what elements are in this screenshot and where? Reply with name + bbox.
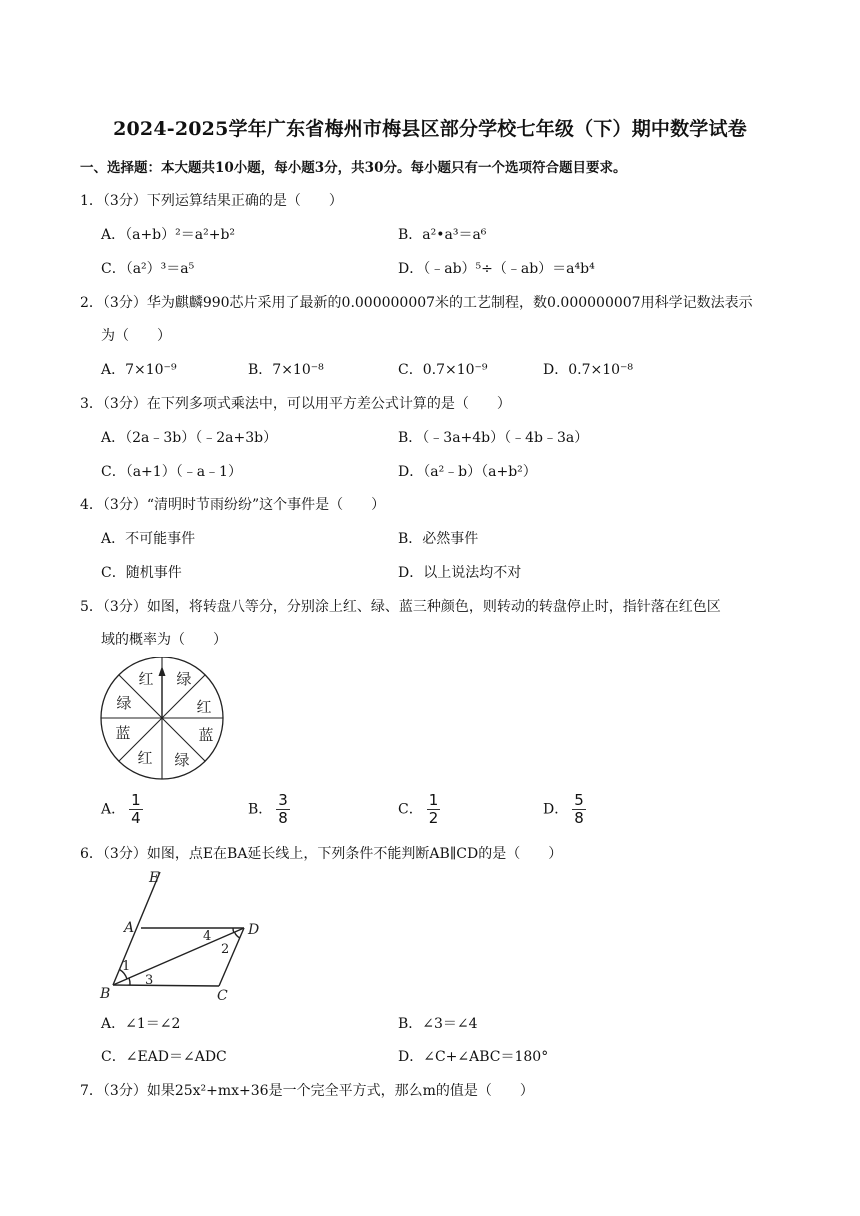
- spinner-figure: [98, 657, 228, 783]
- numerator: 3: [278, 791, 288, 809]
- fraction: [427, 792, 441, 827]
- question-4-option-d[interactable]: D．以上说法均不对: [398, 565, 522, 581]
- question-6-stem: 6．（3分）如图，点E在BA延长线上，下列条件不能判断AB∥CD的是（ ）: [80, 846, 563, 862]
- question-2-option-b[interactable]: B．7×10⁻⁸: [248, 362, 324, 378]
- question-2-stem-line2: 为（ ）: [101, 328, 171, 344]
- numerator: 5: [574, 791, 584, 809]
- point-label: B: [100, 986, 111, 1002]
- point-label: C: [217, 988, 228, 1004]
- question-5-option-a[interactable]: [101, 792, 143, 827]
- question-6-option-d[interactable]: D．∠C+∠ABC＝180°: [398, 1049, 549, 1065]
- spinner-pointer-arrow-icon: [159, 666, 166, 676]
- sector-label: 红: [138, 670, 154, 688]
- question-4-option-b[interactable]: B．必然事件: [398, 531, 479, 547]
- denominator: 8: [574, 809, 584, 827]
- sector-label: 绿: [174, 751, 190, 769]
- option-label: C．: [398, 801, 423, 818]
- question-1-option-b[interactable]: B．a²•a³＝a⁶: [398, 227, 487, 243]
- question-5-stem-line2: 域的概率为（ ）: [101, 632, 227, 648]
- fraction: [572, 792, 586, 827]
- question-2-option-a[interactable]: A．7×10⁻⁹: [101, 362, 177, 378]
- line-bc: [113, 985, 219, 986]
- sector-label: 红: [196, 698, 212, 716]
- question-3-option-c[interactable]: C．（a+1）（﹣a﹣1）: [101, 464, 242, 480]
- fraction: [276, 792, 290, 827]
- question-3-stem: 3．（3分）在下列多项式乘法中，可以用平方差公式计算的是（ ）: [80, 396, 511, 412]
- question-4-option-a[interactable]: A．不可能事件: [101, 531, 196, 547]
- denominator: 4: [131, 809, 141, 827]
- numerator: 1: [428, 791, 439, 809]
- question-1-option-d[interactable]: D．（﹣ab）⁵÷（﹣ab）＝a⁴b⁴: [398, 261, 595, 277]
- question-3-option-a[interactable]: A．（2a﹣3b）（﹣2a+3b）: [101, 430, 278, 446]
- option-label: D．: [543, 801, 569, 818]
- option-label: B．: [248, 801, 273, 818]
- fraction: [129, 792, 143, 827]
- question-1-option-c[interactable]: C．（a²）³＝a⁵: [101, 261, 195, 277]
- point-label: A: [124, 920, 135, 936]
- angle-label: 3: [145, 973, 154, 988]
- question-4-stem: 4．（3分）“清明时节雨纷纷”这个事件是（ ）: [80, 497, 386, 513]
- question-3-option-b[interactable]: B．（﹣3a+4b）（﹣4b﹣3a）: [398, 430, 589, 446]
- sector-label: 红: [137, 749, 153, 767]
- section-heading: 一、选择题：本大题共10小题，每小题3分，共30分。每小题只有一个选项符合题目要求。: [80, 160, 627, 176]
- question-6-option-b[interactable]: B．∠3＝∠4: [398, 1016, 478, 1032]
- point-label: E: [149, 870, 160, 886]
- option-label: A．: [101, 801, 126, 818]
- question-1-option-a[interactable]: A．（a+b）²＝a²+b²: [101, 227, 236, 243]
- angle-label: 4: [203, 929, 212, 944]
- question-5-option-c[interactable]: [398, 792, 440, 827]
- question-5-option-b[interactable]: [248, 792, 290, 827]
- angle-2-arc: [235, 932, 241, 938]
- question-5-stem-line1: 5．（3分）如图，将转盘八等分，分别涂上红、绿、蓝三种颜色，则转动的转盘停止时，指针落在红色区: [80, 599, 721, 615]
- denominator: 2: [428, 809, 439, 827]
- question-6-option-a[interactable]: A．∠1＝∠2: [101, 1016, 181, 1032]
- question-4-option-c[interactable]: C．随机事件: [101, 565, 182, 581]
- question-3-option-d[interactable]: D．（a²﹣b）（a+b²）: [398, 464, 537, 480]
- angle-label: 1: [122, 959, 131, 974]
- question-7-stem: 7．（3分）如果25x²+mx+36是一个完全平方式，那么m的值是（ ）: [80, 1083, 534, 1099]
- geometry-figure: [96, 866, 276, 1006]
- point-label: D: [248, 922, 260, 938]
- question-2-option-c[interactable]: C．0.7×10⁻⁹: [398, 362, 488, 378]
- question-2-option-d[interactable]: D．0.7×10⁻⁸: [543, 362, 634, 378]
- sector-label: 绿: [176, 670, 192, 688]
- question-5-option-d[interactable]: [543, 792, 586, 827]
- page-title: 2024-2025学年广东省梅州市梅县区部分学校七年级（下）期中数学试卷: [113, 118, 747, 140]
- question-2-stem-line1: 2．（3分）华为麒麟990芯片采用了最新的0.000000007米的工艺制程，数0.000000007用科学记数法表示: [80, 295, 753, 311]
- question-1-stem: 1．（3分）下列运算结果正确的是（ ）: [80, 193, 343, 209]
- sector-label: 蓝: [115, 724, 131, 742]
- numerator: 1: [131, 791, 141, 809]
- sector-label: 蓝: [198, 726, 214, 744]
- question-6-option-c[interactable]: C．∠EAD＝∠ADC: [101, 1049, 227, 1065]
- denominator: 8: [278, 809, 288, 827]
- sector-label: 绿: [116, 694, 132, 712]
- angle-label: 2: [221, 942, 230, 957]
- angle-3-arc: [129, 978, 130, 985]
